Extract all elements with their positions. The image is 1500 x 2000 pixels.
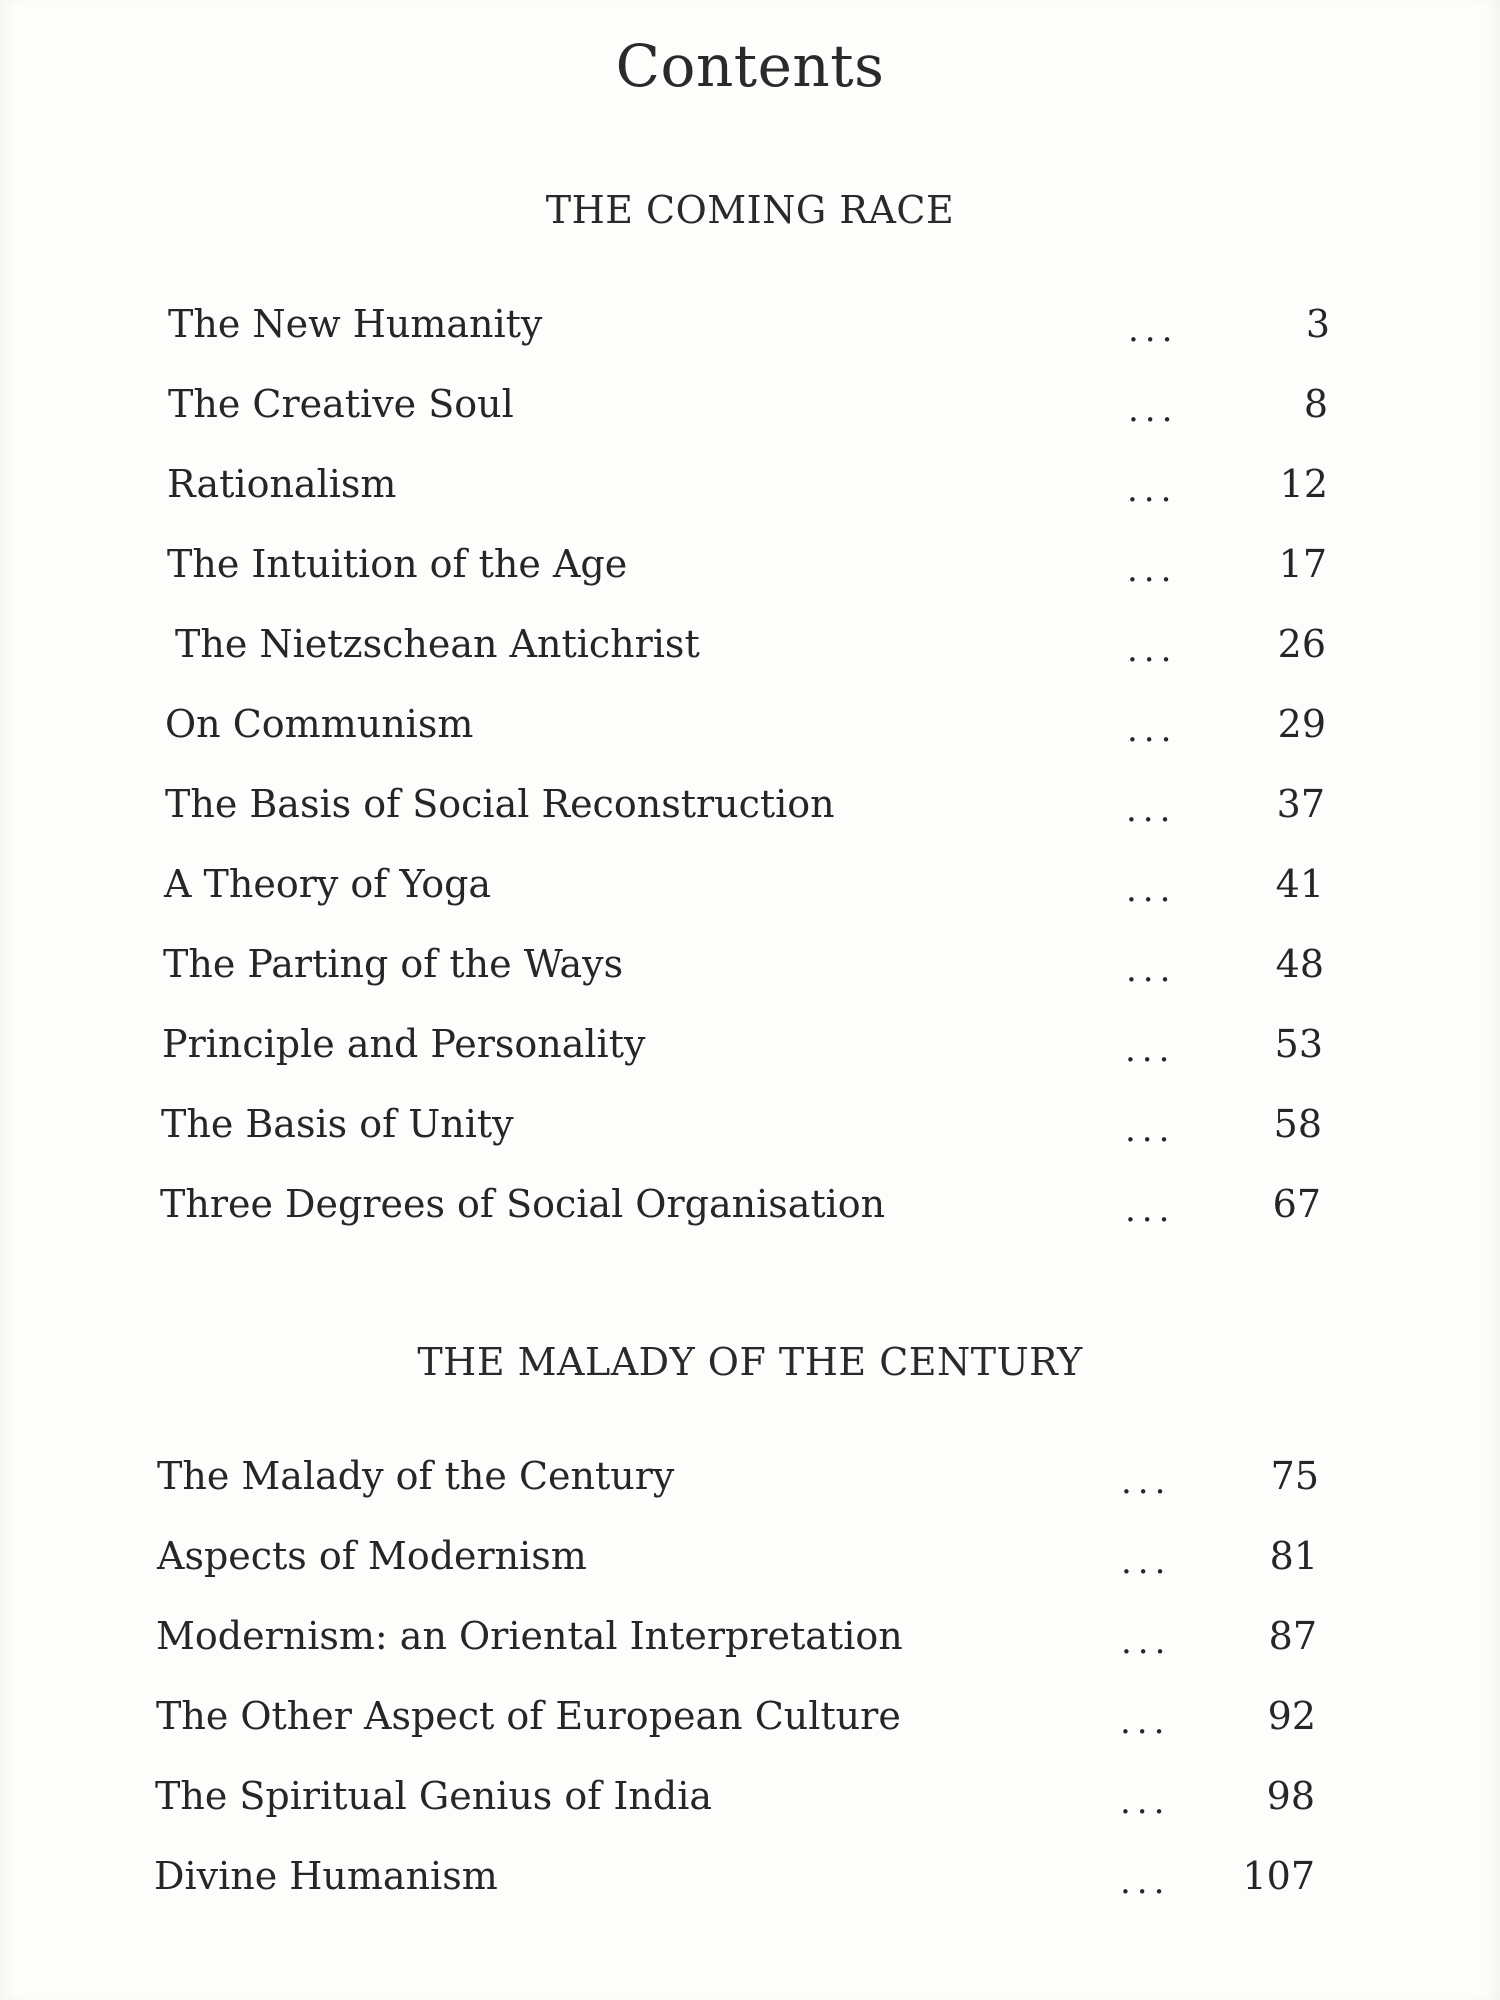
toc-entry[interactable] bbox=[164, 854, 1324, 914]
toc-entry-title: Principle and Personality bbox=[162, 1022, 646, 1066]
section-heading-coming-race: THE COMING RACE bbox=[545, 188, 955, 232]
toc-entry-title: A Theory of Yoga bbox=[164, 862, 492, 906]
toc-entry-title: On Communism bbox=[165, 702, 474, 746]
toc-entry-leader: ... bbox=[1120, 1862, 1171, 1902]
toc-entry-leader: ... bbox=[1127, 550, 1178, 590]
toc-entry-title: Three Degrees of Social Organisation bbox=[160, 1182, 886, 1226]
toc-entry[interactable] bbox=[155, 1766, 1315, 1826]
toc-entry-leader: ... bbox=[1121, 1622, 1172, 1662]
toc-entry-page: 8 bbox=[1303, 382, 1328, 426]
toc-entry-leader: ... bbox=[1128, 390, 1179, 430]
toc-entry[interactable] bbox=[167, 534, 1327, 594]
toc-entry-page: 53 bbox=[1274, 1022, 1323, 1066]
toc-entry-leader: ... bbox=[1120, 1782, 1171, 1822]
toc-entry-title: The Other Aspect of European Culture bbox=[156, 1694, 901, 1738]
page-title: Contents bbox=[615, 32, 885, 100]
toc-entry-leader: ... bbox=[1126, 870, 1177, 910]
toc-entry-page: 58 bbox=[1273, 1102, 1322, 1146]
toc-entry-leader: ... bbox=[1128, 310, 1179, 350]
toc-entry[interactable] bbox=[156, 1686, 1316, 1746]
toc-entry[interactable] bbox=[161, 1094, 1322, 1154]
toc-entry[interactable] bbox=[165, 694, 1326, 754]
toc-entry-page: 75 bbox=[1270, 1454, 1319, 1498]
toc-entry-page: 87 bbox=[1268, 1614, 1317, 1658]
toc-entry-leader: ... bbox=[1121, 1542, 1172, 1582]
toc-entry-leader: ... bbox=[1121, 1462, 1172, 1502]
toc-entry-page: 107 bbox=[1242, 1854, 1315, 1898]
toc-entry-page: 81 bbox=[1269, 1534, 1318, 1578]
toc-entry-leader: ... bbox=[1126, 950, 1177, 990]
toc-entry[interactable] bbox=[167, 454, 1328, 514]
toc-entry-leader: ... bbox=[1125, 1110, 1176, 1150]
toc-entry-leader: ... bbox=[1120, 1702, 1171, 1742]
toc-entry[interactable] bbox=[162, 1014, 1323, 1074]
toc-entry-page: 12 bbox=[1279, 462, 1328, 506]
toc-entry-title: Divine Humanism bbox=[154, 1854, 498, 1898]
toc-entry[interactable] bbox=[160, 1174, 1321, 1234]
toc-entry-leader: ... bbox=[1125, 1030, 1176, 1070]
toc-entry[interactable] bbox=[163, 934, 1324, 994]
toc-entry-title: The Intuition of the Age bbox=[167, 542, 628, 586]
toc-entry-title: The Creative Soul bbox=[168, 382, 514, 426]
toc-entry-page: 26 bbox=[1277, 622, 1326, 666]
toc-entry[interactable] bbox=[165, 774, 1325, 834]
toc-entry-page: 92 bbox=[1267, 1694, 1316, 1738]
toc-entry[interactable] bbox=[175, 614, 1326, 674]
toc-entry-title: Modernism: an Oriental Interpretation bbox=[156, 1614, 903, 1658]
section-heading-malady: THE MALADY OF THE CENTURY bbox=[417, 1340, 1083, 1384]
toc-entry-leader: ... bbox=[1126, 790, 1177, 830]
toc-entry-leader: ... bbox=[1125, 1190, 1176, 1230]
toc-entry-title: The Malady of the Century bbox=[157, 1454, 675, 1498]
toc-entry-leader: ... bbox=[1127, 710, 1178, 750]
toc-entry-page: 67 bbox=[1272, 1182, 1321, 1226]
toc-entry-title: The Parting of the Ways bbox=[163, 942, 624, 986]
toc-entry-page: 37 bbox=[1276, 782, 1325, 826]
toc-entry[interactable] bbox=[157, 1526, 1318, 1586]
toc-entry-title: The Basis of Social Reconstruction bbox=[165, 782, 835, 826]
toc-entry[interactable] bbox=[157, 1446, 1319, 1506]
toc-entry-page: 3 bbox=[1305, 302, 1330, 346]
toc-entry[interactable] bbox=[168, 374, 1328, 434]
toc-entry-leader: ... bbox=[1127, 470, 1178, 510]
toc-entry-page: 98 bbox=[1266, 1774, 1315, 1818]
toc-entry-page: 48 bbox=[1275, 942, 1324, 986]
toc-entry-page: 17 bbox=[1278, 542, 1327, 586]
toc-entry-title: The New Humanity bbox=[168, 302, 543, 346]
toc-entry-title: Aspects of Modernism bbox=[157, 1534, 587, 1578]
toc-entry[interactable] bbox=[154, 1846, 1315, 1906]
toc-entry-page: 29 bbox=[1277, 702, 1326, 746]
toc-entry-title: The Spiritual Genius of India bbox=[155, 1774, 713, 1818]
toc-entry[interactable] bbox=[156, 1606, 1317, 1666]
toc-entry-title: The Basis of Unity bbox=[161, 1102, 514, 1146]
toc-entry[interactable] bbox=[168, 294, 1330, 354]
toc-entry-title: Rationalism bbox=[167, 462, 397, 506]
toc-entry-page: 41 bbox=[1275, 862, 1324, 906]
toc-entry-title: The Nietzschean Antichrist bbox=[175, 622, 700, 666]
toc-entry-leader: ... bbox=[1127, 630, 1178, 670]
